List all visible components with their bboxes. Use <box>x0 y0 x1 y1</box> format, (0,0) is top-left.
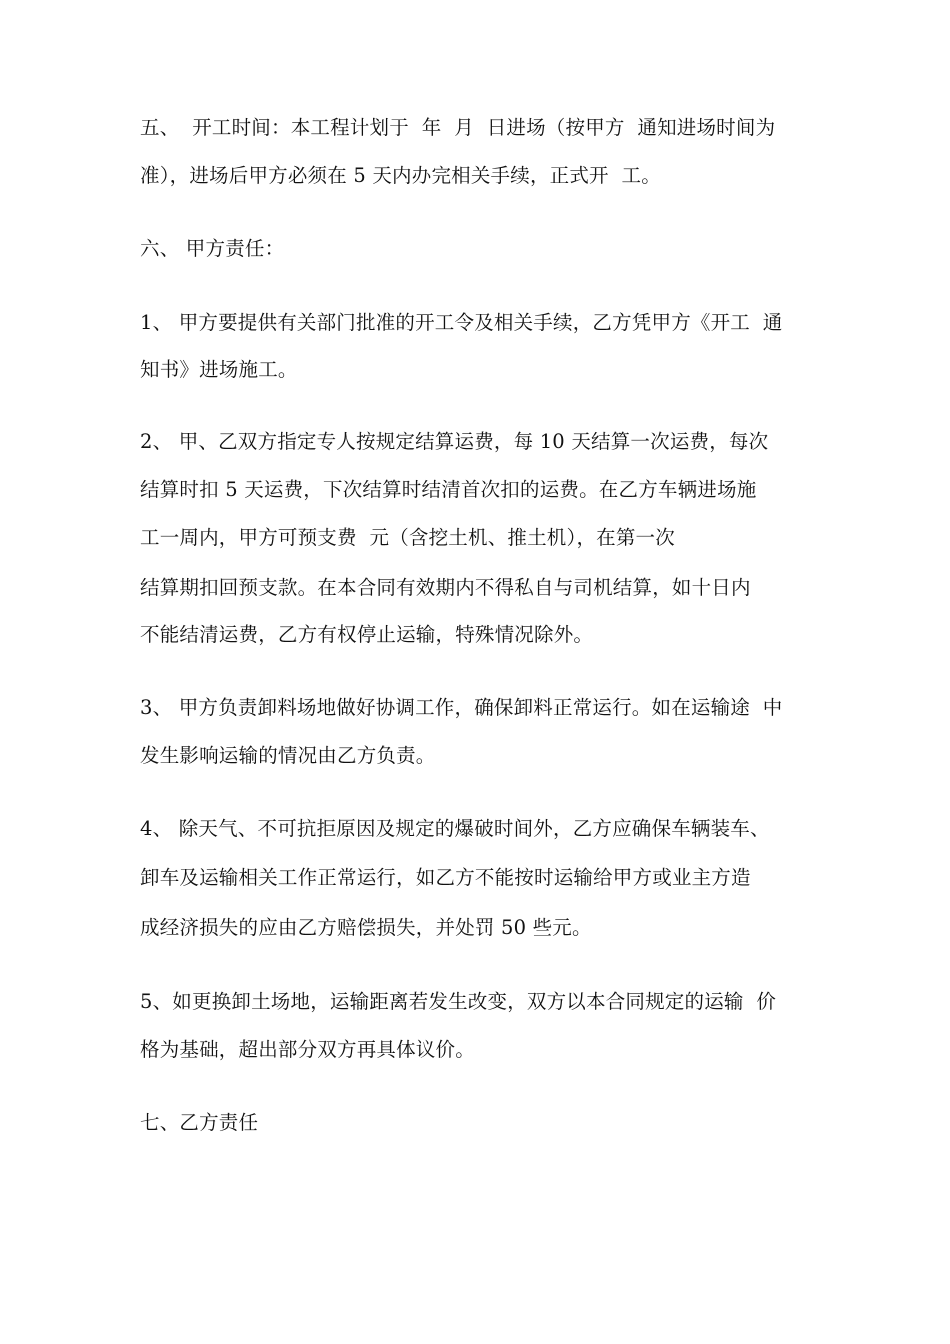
clause-1-line-1: 1、 甲方要提供有关部门批准的开工令及相关手续，乙方凭甲方《开工 通 <box>140 311 783 334</box>
clause-2-line-2: 结算时扣 5 天运费，下次结算时结清首次扣的运费。在乙方车辆进场施 <box>140 478 757 501</box>
clause-2-line-4: 结算期扣回预支款。在本合同有效期内不得私自与司机结算，如十日内 <box>140 576 751 599</box>
clause-4-line-3: 成经济损失的应由乙方赔偿损失，并处罚 50 些元。 <box>140 916 592 939</box>
clause-5-line-2: 格为基础，超出部分双方再具体议价。 <box>140 1038 475 1061</box>
section-6-heading: 六、 甲方责任： <box>140 237 285 260</box>
clause-2-line-5: 不能结清运费，乙方有权停止运输，特殊情况除外。 <box>140 623 594 646</box>
clause-5-line-1: 5、如更换卸土场地，运输距离若发生改变，双方以本合同规定的运输 价 <box>140 990 777 1013</box>
section-7-heading: 七、乙方责任 <box>140 1111 259 1134</box>
clause-1-line-2: 知书》进场施工。 <box>140 358 298 381</box>
section-5-line-2: 准），进场后甲方必须在 5 天内办完相关手续，正式开 工。 <box>140 164 661 187</box>
clause-3-line-2: 发生影响运输的情况由乙方负责。 <box>140 744 436 767</box>
clause-2-line-3: 工一周内，甲方可预支费 元（含挖土机、推土机），在第一次 <box>140 526 675 549</box>
clause-3-line-1: 3、 甲方负责卸料场地做好协调工作，确保卸料正常运行。如在运输途 中 <box>140 696 783 719</box>
clause-4-line-2: 卸车及运输相关工作正常运行，如乙方不能按时运输给甲方或业主方造 <box>140 866 751 889</box>
section-5-line-1: 五、 开工时间：本工程计划于 年 月 日进场（按甲方 通知进场时间为 <box>140 116 776 139</box>
clause-4-line-1: 4、 除天气、不可抗拒原因及规定的爆破时间外，乙方应确保车辆装车、 <box>140 817 770 840</box>
clause-2-line-1: 2、 甲、乙双方指定专人按规定结算运费，每 10 天结算一次运费，每次 <box>140 430 769 453</box>
